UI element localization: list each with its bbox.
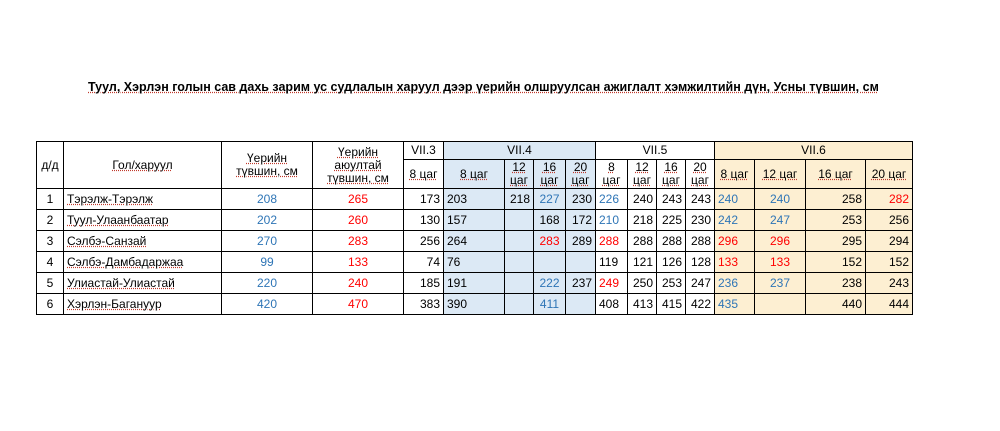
level-vii3-8: 130 xyxy=(404,210,444,231)
station-name: Хэрлэн-Багануур xyxy=(64,294,222,315)
danger-level-value: 470 xyxy=(313,294,404,315)
level-vii4-12 xyxy=(505,231,534,252)
level-vii5-20: 422 xyxy=(686,294,715,315)
level-vii4-16: 227 xyxy=(534,189,566,210)
level-vii4-16: 411 xyxy=(534,294,566,315)
level-vii5-20: 230 xyxy=(686,210,715,231)
level-vii4-8: 157 xyxy=(444,210,505,231)
header-flood-level: Үерийн түвшин, см xyxy=(222,142,313,189)
header-vii4-16: 16 цаг xyxy=(534,160,566,189)
level-vii6-16: 152 xyxy=(806,252,866,273)
flood-level-value: 99 xyxy=(222,252,313,273)
header-station: Гол/харуул xyxy=(64,142,222,189)
header-vii3-8: 8 цаг xyxy=(404,160,444,189)
level-vii3-8: 383 xyxy=(404,294,444,315)
level-vii5-12: 218 xyxy=(628,210,657,231)
level-vii3-8: 173 xyxy=(404,189,444,210)
header-row-days xyxy=(37,142,913,160)
level-vii5-8: 210 xyxy=(596,210,628,231)
table-row xyxy=(37,252,913,273)
table-row xyxy=(37,189,913,210)
flood-level-value: 420 xyxy=(222,294,313,315)
level-vii4-12 xyxy=(505,294,534,315)
station-name: Тэрэлж-Тэрэлж xyxy=(64,189,222,210)
station-name: Туул-Улаанбаатар xyxy=(64,210,222,231)
header-vii6-12: 12 цаг xyxy=(755,160,806,189)
header-num: д/д xyxy=(37,142,64,189)
level-vii6-12: 247 xyxy=(755,210,806,231)
level-vii6-20: 243 xyxy=(866,273,913,294)
flood-level-value: 270 xyxy=(222,231,313,252)
header-day-vii4: VII.4 xyxy=(444,142,596,160)
flood-level-value: 220 xyxy=(222,273,313,294)
row-number: 1 xyxy=(37,189,64,210)
level-vii5-12: 288 xyxy=(628,231,657,252)
header-vii5-12: 12 цаг xyxy=(628,160,657,189)
header-vii6-16: 16 цаг xyxy=(806,160,866,189)
level-vii6-20: 294 xyxy=(866,231,913,252)
level-vii6-12: 237 xyxy=(755,273,806,294)
level-vii4-16: 168 xyxy=(534,210,566,231)
header-day-vii5: VII.5 xyxy=(596,142,715,160)
flood-level-value: 208 xyxy=(222,189,313,210)
station-name: Сэлбэ-Санзай xyxy=(64,231,222,252)
level-vii5-12: 250 xyxy=(628,273,657,294)
level-vii4-12 xyxy=(505,252,534,273)
level-vii6-12: 296 xyxy=(755,231,806,252)
table-row xyxy=(37,294,913,315)
level-vii5-8: 249 xyxy=(596,273,628,294)
level-vii5-16: 243 xyxy=(657,189,686,210)
header-vii4-8: 8 цаг xyxy=(444,160,505,189)
level-vii5-8: 288 xyxy=(596,231,628,252)
level-vii5-20: 288 xyxy=(686,231,715,252)
danger-level-value: 283 xyxy=(313,231,404,252)
level-vii5-16: 415 xyxy=(657,294,686,315)
level-vii4-8: 191 xyxy=(444,273,505,294)
station-name: Улиастай-Улиастай xyxy=(64,273,222,294)
water-level-table xyxy=(36,141,913,315)
table-row xyxy=(37,273,913,294)
level-vii5-20: 243 xyxy=(686,189,715,210)
row-number: 4 xyxy=(37,252,64,273)
level-vii6-20: 282 xyxy=(866,189,913,210)
header-day-vii3: VII.3 xyxy=(404,142,444,160)
level-vii3-8: 256 xyxy=(404,231,444,252)
level-vii6-12 xyxy=(755,294,806,315)
level-vii6-20: 444 xyxy=(866,294,913,315)
row-number: 3 xyxy=(37,231,64,252)
header-day-vii6: VII.6 xyxy=(715,142,913,160)
level-vii4-20: 230 xyxy=(566,189,596,210)
header-vii4-20: 20 цаг xyxy=(566,160,596,189)
header-danger-level: Үерийн аюултай түвшин, см xyxy=(313,142,404,189)
table-row xyxy=(37,231,913,252)
level-vii6-16: 238 xyxy=(806,273,866,294)
level-vii5-16: 225 xyxy=(657,210,686,231)
level-vii4-12 xyxy=(505,273,534,294)
level-vii4-8: 203 xyxy=(444,189,505,210)
level-vii6-12: 240 xyxy=(755,189,806,210)
level-vii5-16: 253 xyxy=(657,273,686,294)
level-vii3-8: 185 xyxy=(404,273,444,294)
level-vii6-16: 295 xyxy=(806,231,866,252)
level-vii4-16: 283 xyxy=(534,231,566,252)
level-vii6-20: 152 xyxy=(866,252,913,273)
level-vii6-16: 258 xyxy=(806,189,866,210)
level-vii5-12: 240 xyxy=(628,189,657,210)
level-vii6-20: 256 xyxy=(866,210,913,231)
level-vii6-8: 236 xyxy=(715,273,755,294)
row-number: 2 xyxy=(37,210,64,231)
danger-level-value: 240 xyxy=(313,273,404,294)
level-vii5-8: 408 xyxy=(596,294,628,315)
level-vii6-8: 435 xyxy=(715,294,755,315)
level-vii6-8: 133 xyxy=(715,252,755,273)
level-vii5-8: 226 xyxy=(596,189,628,210)
level-vii4-8: 390 xyxy=(444,294,505,315)
level-vii6-8: 242 xyxy=(715,210,755,231)
level-vii4-12: 218 xyxy=(505,189,534,210)
danger-level-value: 265 xyxy=(313,189,404,210)
row-number: 6 xyxy=(37,294,64,315)
station-name: Сэлбэ-Дамбадаржаа xyxy=(64,252,222,273)
row-number: 5 xyxy=(37,273,64,294)
header-vii4-12: 12 цаг xyxy=(505,160,534,189)
header-vii5-8: 8 цаг xyxy=(596,160,628,189)
table-row xyxy=(37,210,913,231)
level-vii6-16: 253 xyxy=(806,210,866,231)
level-vii4-20 xyxy=(566,294,596,315)
level-vii4-20: 289 xyxy=(566,231,596,252)
header-vii5-16: 16 цаг xyxy=(657,160,686,189)
level-vii4-20: 237 xyxy=(566,273,596,294)
level-vii5-16: 126 xyxy=(657,252,686,273)
header-vii6-20: 20 цаг xyxy=(866,160,913,189)
danger-level-value: 133 xyxy=(313,252,404,273)
level-vii6-16: 440 xyxy=(806,294,866,315)
level-vii5-12: 121 xyxy=(628,252,657,273)
level-vii4-8: 76 xyxy=(444,252,505,273)
danger-level-value: 260 xyxy=(313,210,404,231)
level-vii6-8: 240 xyxy=(715,189,755,210)
header-vii6-8: 8 цаг xyxy=(715,160,755,189)
level-vii4-20: 172 xyxy=(566,210,596,231)
flood-level-value: 202 xyxy=(222,210,313,231)
document-title: Туул, Хэрлэн голын сав дахь зарим ус судлалын харуул дээр үерийн олшруулсан ажиглалт хэмжилтийн дүн, Усны түвшин, см xyxy=(88,80,879,94)
level-vii5-8: 119 xyxy=(596,252,628,273)
level-vii5-12: 413 xyxy=(628,294,657,315)
level-vii5-20: 247 xyxy=(686,273,715,294)
level-vii4-20 xyxy=(566,252,596,273)
level-vii4-12 xyxy=(505,210,534,231)
header-vii5-20: 20 цаг xyxy=(686,160,715,189)
level-vii6-8: 296 xyxy=(715,231,755,252)
level-vii4-16: 222 xyxy=(534,273,566,294)
level-vii6-12: 133 xyxy=(755,252,806,273)
level-vii3-8: 74 xyxy=(404,252,444,273)
level-vii5-20: 128 xyxy=(686,252,715,273)
level-vii4-16 xyxy=(534,252,566,273)
level-vii5-16: 288 xyxy=(657,231,686,252)
level-vii4-8: 264 xyxy=(444,231,505,252)
